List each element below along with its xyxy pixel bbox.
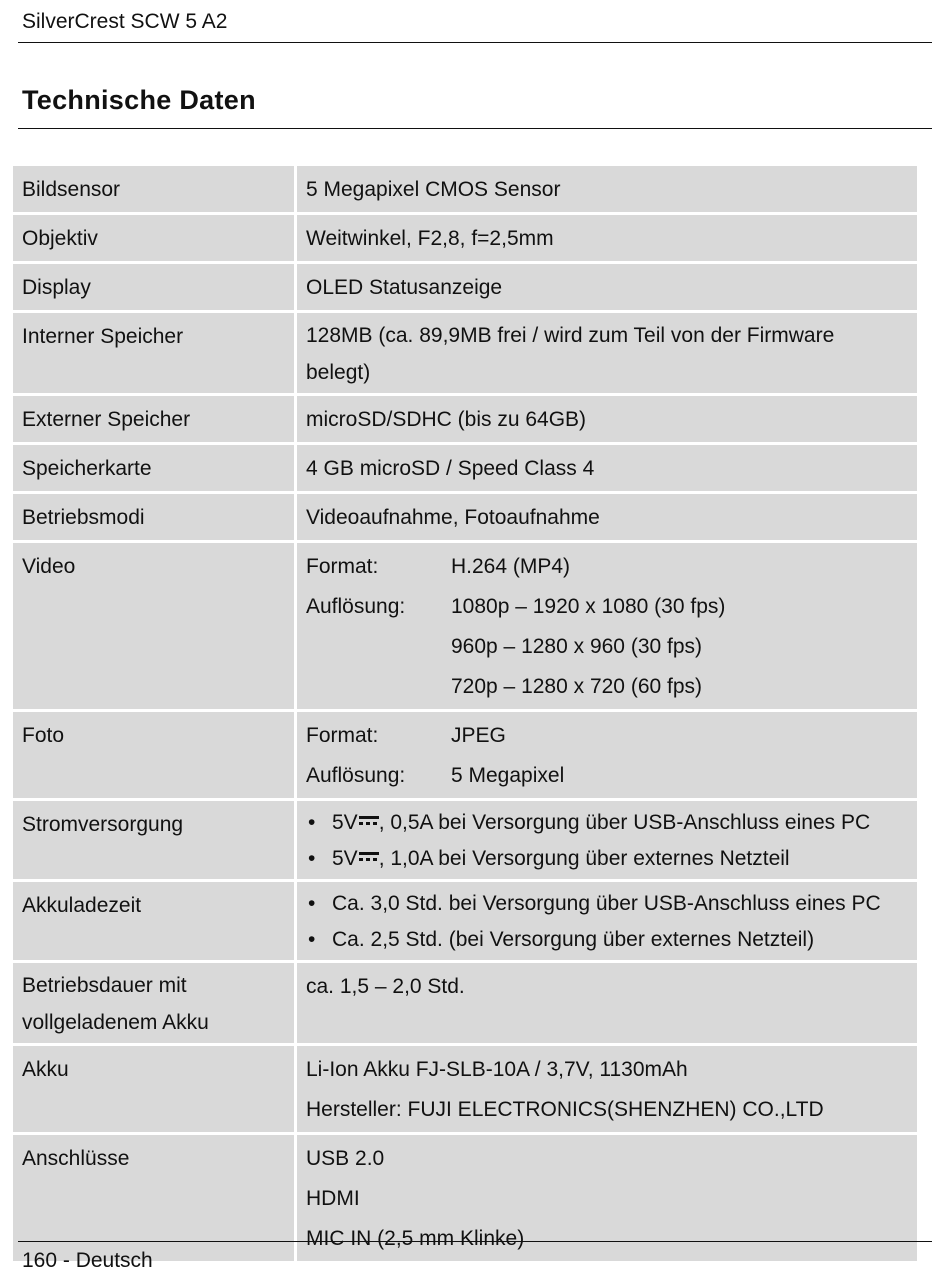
row-label: Anschlüsse — [13, 1135, 294, 1261]
table-row — [13, 1135, 917, 1261]
row-value — [297, 882, 917, 960]
row-value — [297, 1046, 917, 1132]
resolution-key: Auflösung: — [306, 595, 406, 618]
table-row — [13, 313, 917, 393]
table-row — [13, 396, 917, 442]
table-row — [13, 801, 917, 879]
photo-resolution — [306, 756, 908, 796]
value-line: Li-Ion Akku FJ-SLB-10A / 3,7V, 1130mAh — [306, 1058, 688, 1081]
spec-table — [10, 163, 920, 1264]
row-label: Externer Speicher — [13, 396, 294, 442]
photo-format — [306, 716, 908, 756]
row-label: Betriebsmodi — [13, 494, 294, 540]
resolution-value: 1080p – 1920 x 1080 (30 fps) — [451, 595, 726, 618]
value-line: USB 2.0 — [306, 1147, 385, 1170]
list-item — [306, 841, 908, 877]
video-format — [306, 547, 908, 587]
power-list — [306, 805, 908, 877]
value-line: HDMI — [306, 1187, 360, 1210]
table-row — [13, 166, 917, 212]
title-divider — [18, 128, 932, 129]
row-label: Display — [13, 264, 294, 310]
section-title: Technische Daten — [22, 85, 256, 115]
value-line: MIC IN (2,5 mm Klinke) — [306, 1227, 525, 1250]
label-line: vollgeladenem Akku — [22, 1011, 209, 1034]
header-divider — [18, 42, 932, 43]
row-value: 4 GB microSD / Speed Class 4 — [297, 445, 917, 491]
row-label: Interner Speicher — [13, 313, 294, 393]
row-label — [13, 963, 294, 1043]
format-value: H.264 (MP4) — [451, 555, 571, 578]
table-row — [13, 543, 917, 709]
bullet-text: , 0,5A bei Versorgung über USB-Anschluss eines PC — [378, 811, 871, 834]
list-item: • Ca. 2,5 Std. (bei Versorgung über externes Netzteil) — [306, 922, 908, 958]
row-value — [297, 801, 917, 879]
row-value: microSD/SDHC (bis zu 64GB) — [297, 396, 917, 442]
format-key: Format: — [306, 724, 379, 747]
resolution-value: 720p – 1280 x 720 (60 fps) — [451, 675, 703, 698]
label-line: Betriebsdauer mit — [22, 974, 187, 997]
footer-divider — [18, 1241, 932, 1242]
row-label: Bildsensor — [13, 166, 294, 212]
format-key: Format: — [306, 555, 379, 578]
dc-symbol-icon — [359, 816, 379, 826]
resolution-value: 5 Megapixel — [451, 764, 565, 787]
format-value: JPEG — [451, 724, 506, 747]
value-line: 128MB (ca. 89,9MB frei / wird zum Teil von der Firmware — [306, 324, 835, 347]
charge-list — [306, 886, 908, 958]
row-value — [297, 543, 917, 709]
row-value — [297, 313, 917, 393]
table-row — [13, 215, 917, 261]
resolution-key: Auflösung: — [306, 764, 406, 787]
table-row — [13, 1046, 917, 1132]
page-header: SilverCrest SCW 5 A2 — [22, 10, 228, 33]
row-value: 5 Megapixel CMOS Sensor — [297, 166, 917, 212]
resolution-value: 960p – 1280 x 960 (30 fps) — [451, 635, 703, 658]
row-label: Stromversorgung — [13, 801, 294, 879]
table-row — [13, 264, 917, 310]
value-line: Hersteller: FUJI ELECTRONICS(SHENZHEN) CO.,LTD — [306, 1098, 824, 1121]
table-row — [13, 882, 917, 960]
row-value: Videoaufnahme, Fotoaufnahme — [297, 494, 917, 540]
table-row — [13, 494, 917, 540]
table-row — [13, 445, 917, 491]
row-label: Foto — [13, 712, 294, 798]
dc-symbol-icon — [359, 852, 379, 862]
row-label: Speicherkarte — [13, 445, 294, 491]
table-row — [13, 963, 917, 1043]
row-label: Objektiv — [13, 215, 294, 261]
row-label: Akku — [13, 1046, 294, 1132]
value-line: belegt) — [306, 361, 371, 384]
row-value: OLED Statusanzeige — [297, 264, 917, 310]
row-value — [297, 1135, 917, 1261]
voltage: 5V — [332, 847, 358, 870]
row-value: Weitwinkel, F2,8, f=2,5mm — [297, 215, 917, 261]
video-resolution — [306, 587, 908, 707]
list-item — [306, 805, 908, 841]
bullet-text: , 1,0A bei Versorgung über externes Netzteil — [378, 847, 790, 870]
row-label: Akkuladezeit — [13, 882, 294, 960]
row-label: Video — [13, 543, 294, 709]
voltage: 5V — [332, 811, 358, 834]
row-value: ca. 1,5 – 2,0 Std. — [297, 963, 917, 1043]
list-item: • Ca. 3,0 Std. bei Versorgung über USB-Anschluss eines PC — [306, 886, 908, 922]
row-value — [297, 712, 917, 798]
page-number: 160 - Deutsch — [22, 1249, 153, 1272]
table-row — [13, 712, 917, 798]
resolution-values — [451, 587, 725, 707]
